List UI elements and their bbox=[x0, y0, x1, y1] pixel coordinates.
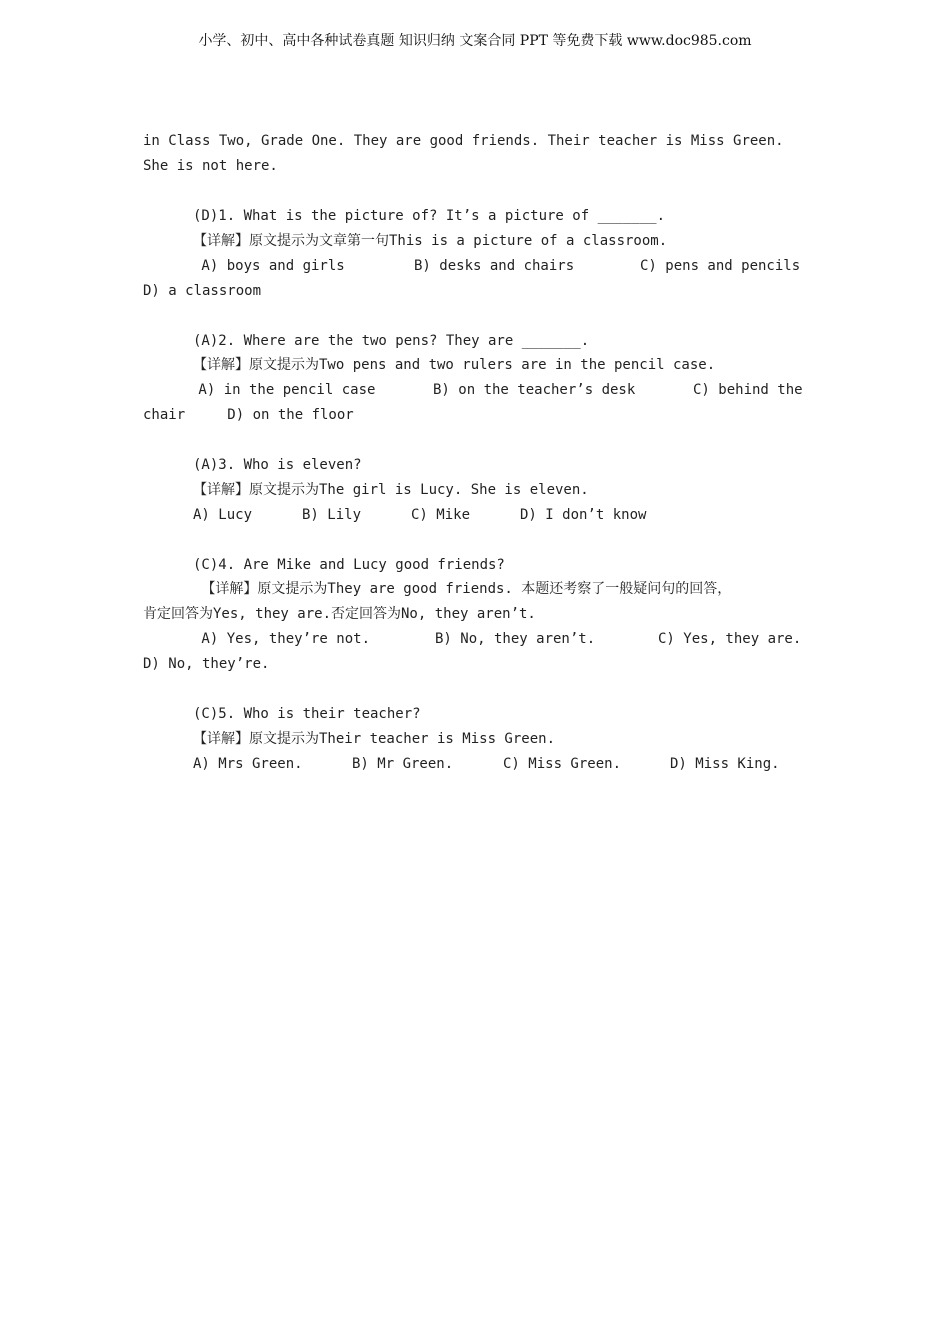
option-line: chair D) on the floor bbox=[143, 407, 354, 423]
option-a: A) Yes, they’re not. bbox=[193, 631, 371, 647]
question-3: (A)3. Who is eleven? bbox=[193, 457, 362, 473]
option-d: D) No, they’re. bbox=[143, 656, 270, 672]
option-a: A) boys and girls bbox=[193, 258, 345, 274]
option-d: D) Miss King. bbox=[670, 756, 780, 772]
option-d: D) a classroom bbox=[143, 283, 262, 299]
explanation-2: 【详解】原文提示为Two pens and two rulers are in the pencil case. bbox=[193, 357, 716, 373]
option-b: B) Lily bbox=[302, 507, 362, 523]
question-4: (C)4. Are Mike and Lucy good friends? bbox=[193, 557, 505, 573]
option-b: B) No, they aren’t. bbox=[435, 631, 596, 647]
option-b: B) on the teacher’s desk bbox=[433, 382, 636, 398]
option-c: C) Miss Green. bbox=[503, 756, 622, 772]
explanation-3: 【详解】原文提示为The girl is Lucy. She is eleven. bbox=[193, 482, 589, 498]
question-5: (C)5. Who is their teacher? bbox=[193, 706, 421, 722]
option-c: C) Mike bbox=[411, 507, 471, 523]
question-1: (D)1. What is the picture of? It’s a picture of _______. bbox=[193, 208, 666, 224]
option-a: A) Mrs Green. bbox=[193, 756, 303, 772]
option-c: C) pens and pencils bbox=[640, 258, 801, 274]
option-a: A) in the pencil case bbox=[190, 382, 376, 398]
explanation-1: 【详解】原文提示为文章第一句This is a picture of a classroom. bbox=[193, 233, 668, 249]
question-2: (A)2. Where are the two pens? They are _______. bbox=[193, 333, 590, 349]
option-c: C) Yes, they are. bbox=[658, 631, 802, 647]
intro-line: She is not here. bbox=[143, 158, 278, 174]
option-a: A) Lucy bbox=[193, 507, 253, 523]
option-b: B) desks and chairs bbox=[414, 258, 575, 274]
option-d: D) I don’t know bbox=[520, 507, 647, 523]
explanation-5: 【详解】原文提示为Their teacher is Miss Green. bbox=[193, 731, 556, 747]
option-c: C) behind the bbox=[693, 382, 803, 398]
explanation-4-cont: 肯定回答为Yes, they are.否定回答为No, they aren’t. bbox=[143, 606, 536, 622]
intro-line: in Class Two, Grade One. They are good friends. Their teacher is Miss Green. bbox=[143, 133, 784, 149]
page-header: 小学、初中、高中各种试卷真题 知识归纳 文案合同 PPT 等免费下载 www.doc985.com bbox=[198, 33, 752, 49]
explanation-4: 【详解】原文提示为They are good friends. 本题还考察了一般疑问句的回答， bbox=[193, 581, 732, 597]
option-b: B) Mr Green. bbox=[352, 756, 454, 772]
